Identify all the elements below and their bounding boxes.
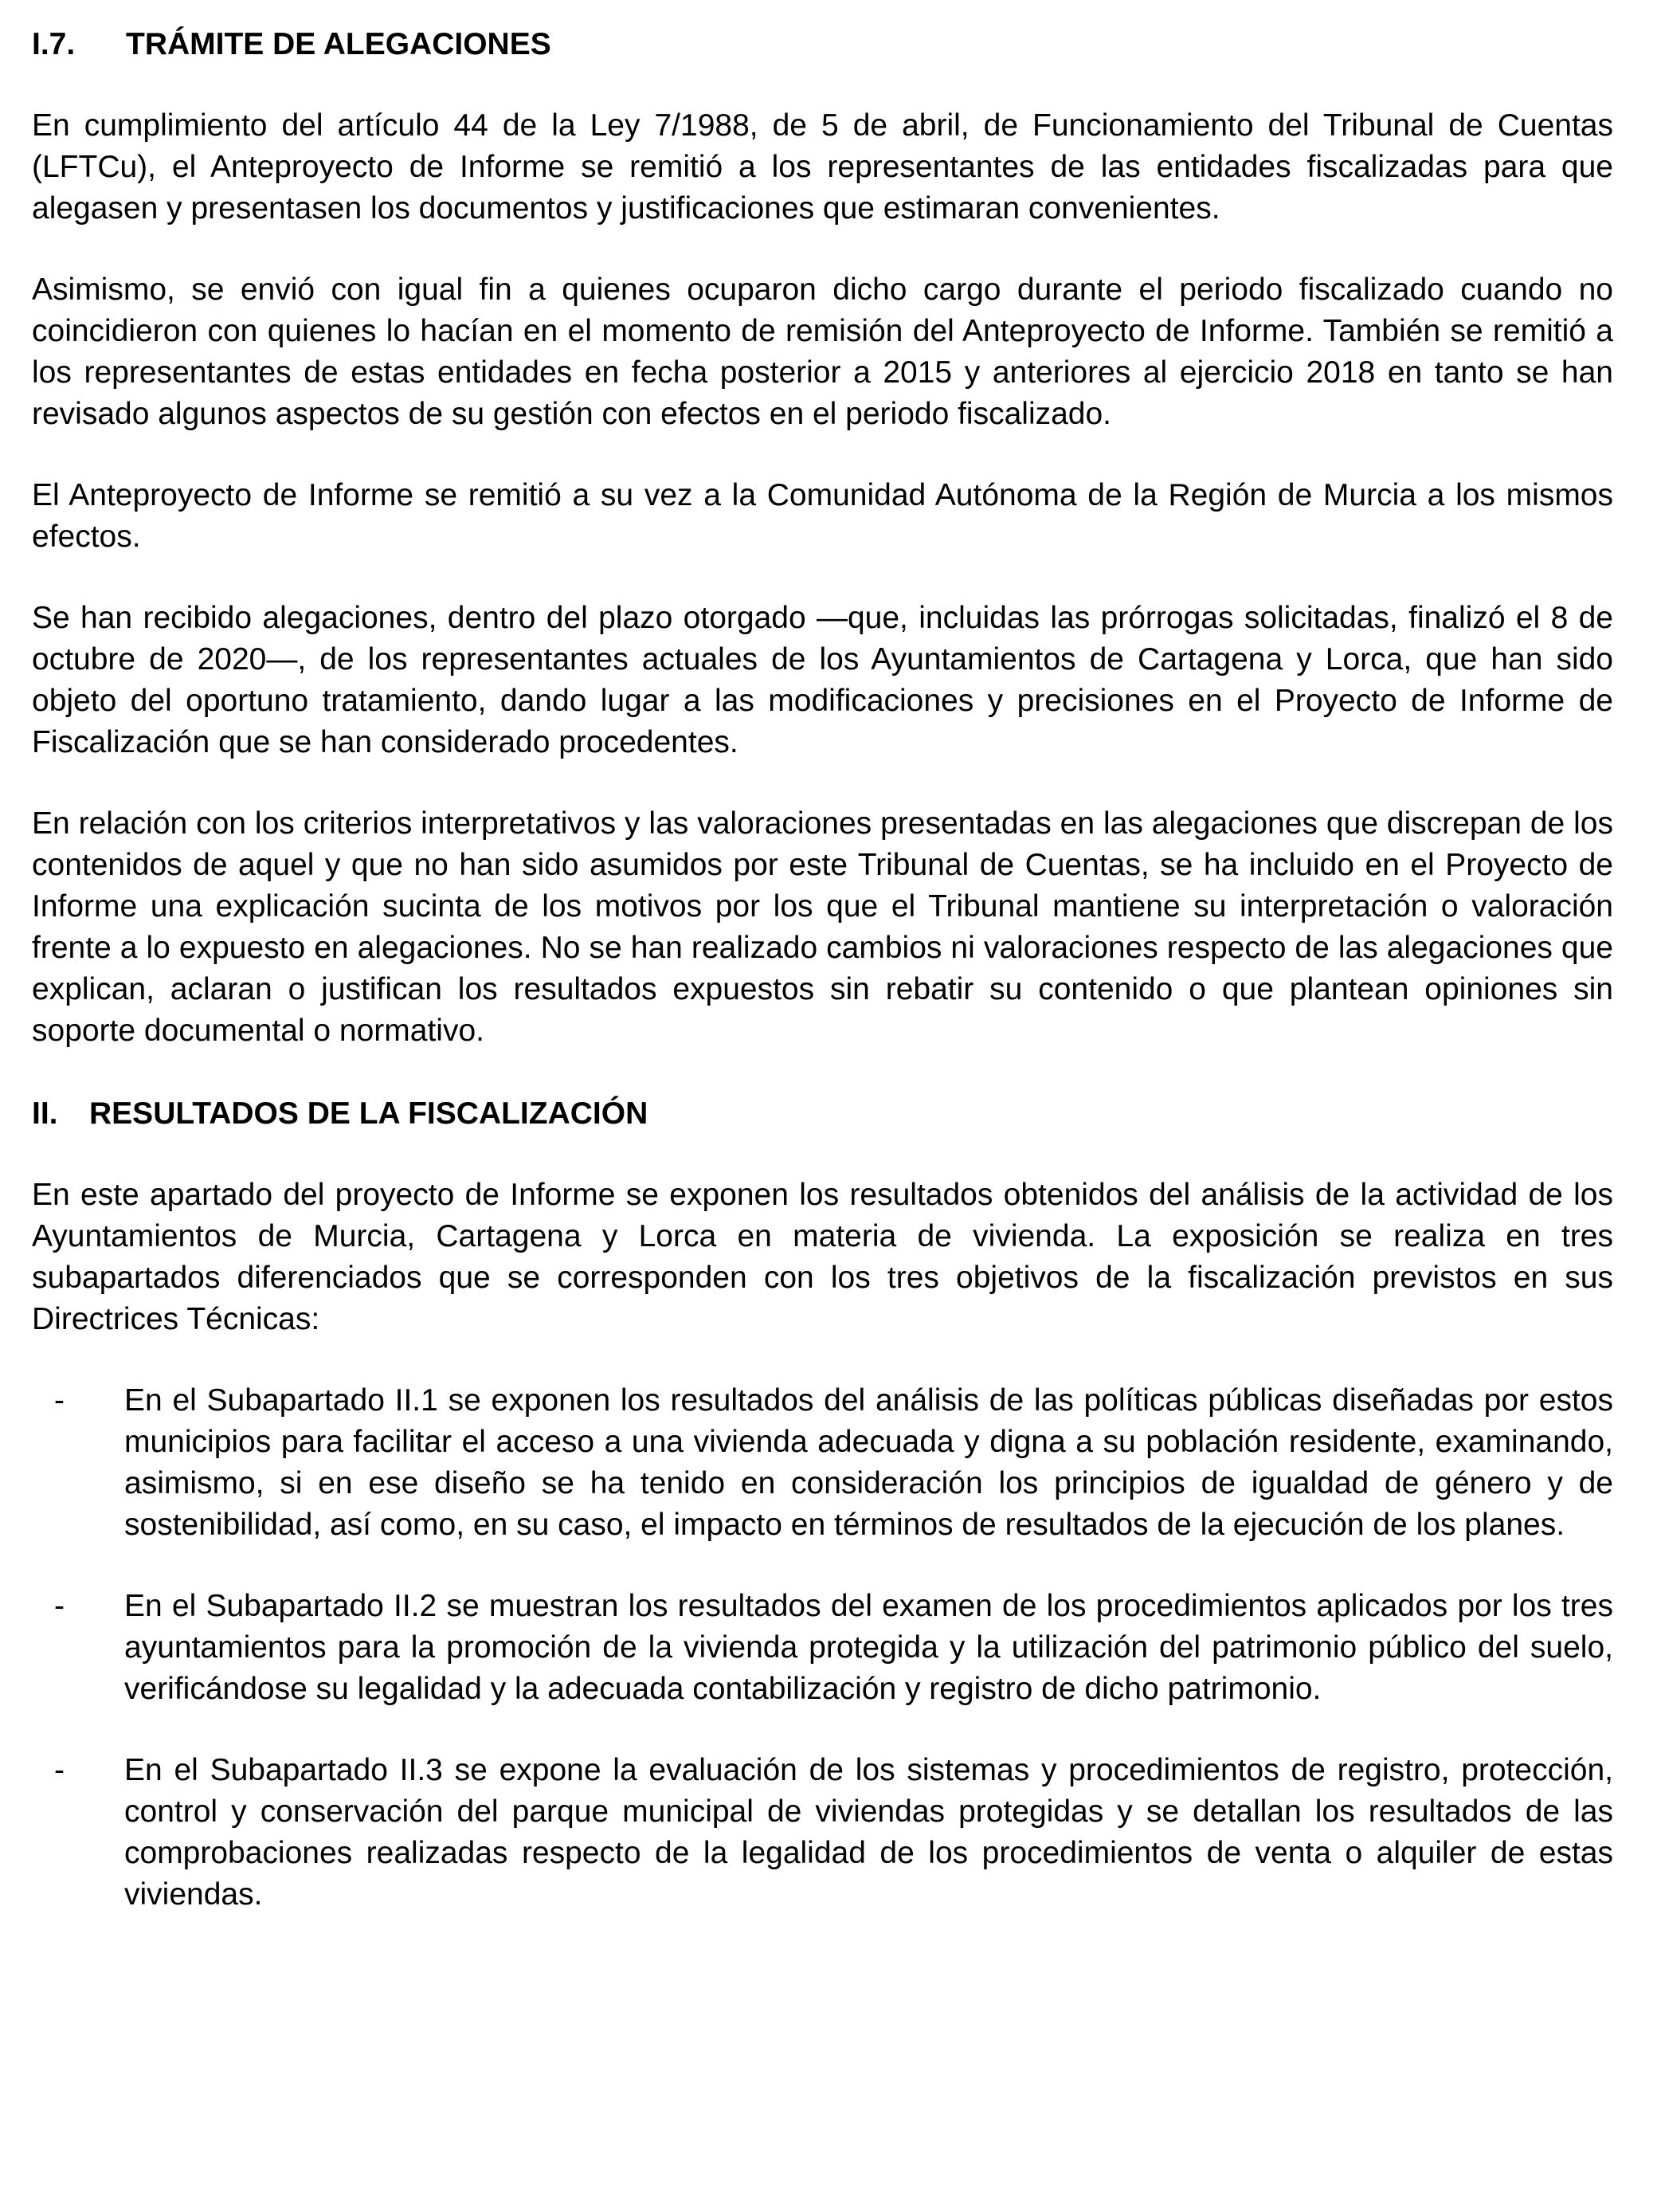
spacer [32, 65, 1613, 105]
section-heading-i7 [32, 24, 1613, 65]
paragraph: Se han recibido alegaciones, dentro del plazo otorgado —que, incluidas las prórrogas solicitadas, finalizó el 8 de octubre de 2020—, de los representantes actuales de los Ayuntamientos de Cartagena y Lorca, que han sido objeto del oportuno tratamiento, dando lugar a las modificaciones y precisiones en el Proyecto de Informe de Fiscalización que se han considerado procedentes. [32, 601, 1613, 759]
spacer [32, 1052, 1613, 1093]
paragraph: En cumplimiento del artículo 44 de la Ley 7/1988, de 5 de abril, de Funcionamiento del Tribunal de Cuentas (LFTCu), el Anteproyecto de Informe se remitió a los representantes de las entidades fiscalizadas para que alegasen y presentasen los documentos y justificaciones que estimaran convenientes. [32, 108, 1613, 226]
section-number: II. [32, 1096, 58, 1131]
section-heading-ii [32, 1093, 1613, 1135]
paragraph: En relación con los criterios interpretativos y las valoraciones presentadas en las alegaciones que discrepan de los contenidos de aquel y que no han sido asumidos por este Tribunal de Cuentas, se ha incluido en el Proyecto de Informe una explicación sucinta de los motivos por los que el Tribunal mantiene su interpretación o valoración frente a lo expuesto en alegaciones. No se han realizado cambios ni valoraciones respecto de las alegaciones que explican, aclaran o justifican los resultados expuestos sin rebatir su contenido o que plantean opiniones sin soporte documental o normativo. [32, 806, 1613, 1048]
dash-marker: - [54, 1753, 65, 1787]
section-title: TRÁMITE DE ALEGACIONES [126, 27, 551, 61]
section-number: I.7. [32, 27, 76, 61]
spacer [32, 229, 1613, 269]
dash-marker: - [54, 1383, 65, 1418]
section-title: RESULTADOS DE LA FISCALIZACIÓN [89, 1096, 648, 1131]
spacer [32, 558, 1613, 598]
list-item-text: En el Subapartado II.1 se exponen los resultados del análisis de las políticas públicas diseñadas por estos municipios para facilitar el acceso a una vivienda adecuada y digna a su población residente, examinando, asimismo, si en ese diseño se ha tenido en consideración los principios de igualdad de género y de sostenibilidad, así como, en su caso, el impacto en términos de resultados de la ejecución de los planes. [124, 1383, 1613, 1542]
subsection-list [32, 1380, 1613, 1916]
spacer [32, 1340, 1613, 1380]
spacer [32, 763, 1613, 803]
paragraph: Asimismo, se envió con igual fin a quienes ocuparon dicho cargo durante el periodo fiscalizado cuando no coincidieron con quienes lo hacían en el momento de remisión del Anteproyecto de Informe. También se remitió a los representantes de estas entidades en fecha posterior a 2015 y anteriores al ejercicio 2018 en tanto se han revisado algunos aspectos de su gestión con efectos en el periodo fiscalizado. [32, 273, 1613, 431]
paragraph-intro: En este apartado del proyecto de Informe se exponen los resultados obtenidos del análisis de la actividad de los Ayuntamientos de Murcia, Cartagena y Lorca en materia de vivienda. La exposición se realiza en tres subapartados diferenciados que se corresponden con los tres objetivos de la fiscalización previstos en sus Directrices Técnicas: [32, 1178, 1613, 1336]
list-item-text: En el Subapartado II.3 se expone la evaluación de los sistemas y procedimientos de registro, protección, control y conservación del parque municipal de viviendas protegidas y se detallan los resultados de las comprobaciones realizadas respecto de la legalidad de los procedimientos de venta o alquiler de estas viviendas. [124, 1753, 1613, 1912]
list-item [32, 1380, 1613, 1546]
document-content [32, 24, 1613, 1916]
list-item [32, 1750, 1613, 1916]
spacer [32, 435, 1613, 475]
dash-marker: - [54, 1589, 65, 1623]
list-item-text: En el Subapartado II.2 se muestran los resultados del examen de los procedimientos aplicados por los tres ayuntamientos para la promoción de la vivienda protegida y la utilización del patrimonio público del suelo, verificándose su legalidad y la adecuada contabilización y registro de dicho patrimonio. [124, 1589, 1613, 1706]
spacer [32, 1546, 1613, 1586]
spacer [32, 1710, 1613, 1750]
list-item [32, 1586, 1613, 1710]
paragraph: El Anteproyecto de Informe se remitió a su vez a la Comunidad Autónoma de la Región de Murcia a los mismos efectos. [32, 478, 1613, 554]
spacer [32, 1135, 1613, 1175]
